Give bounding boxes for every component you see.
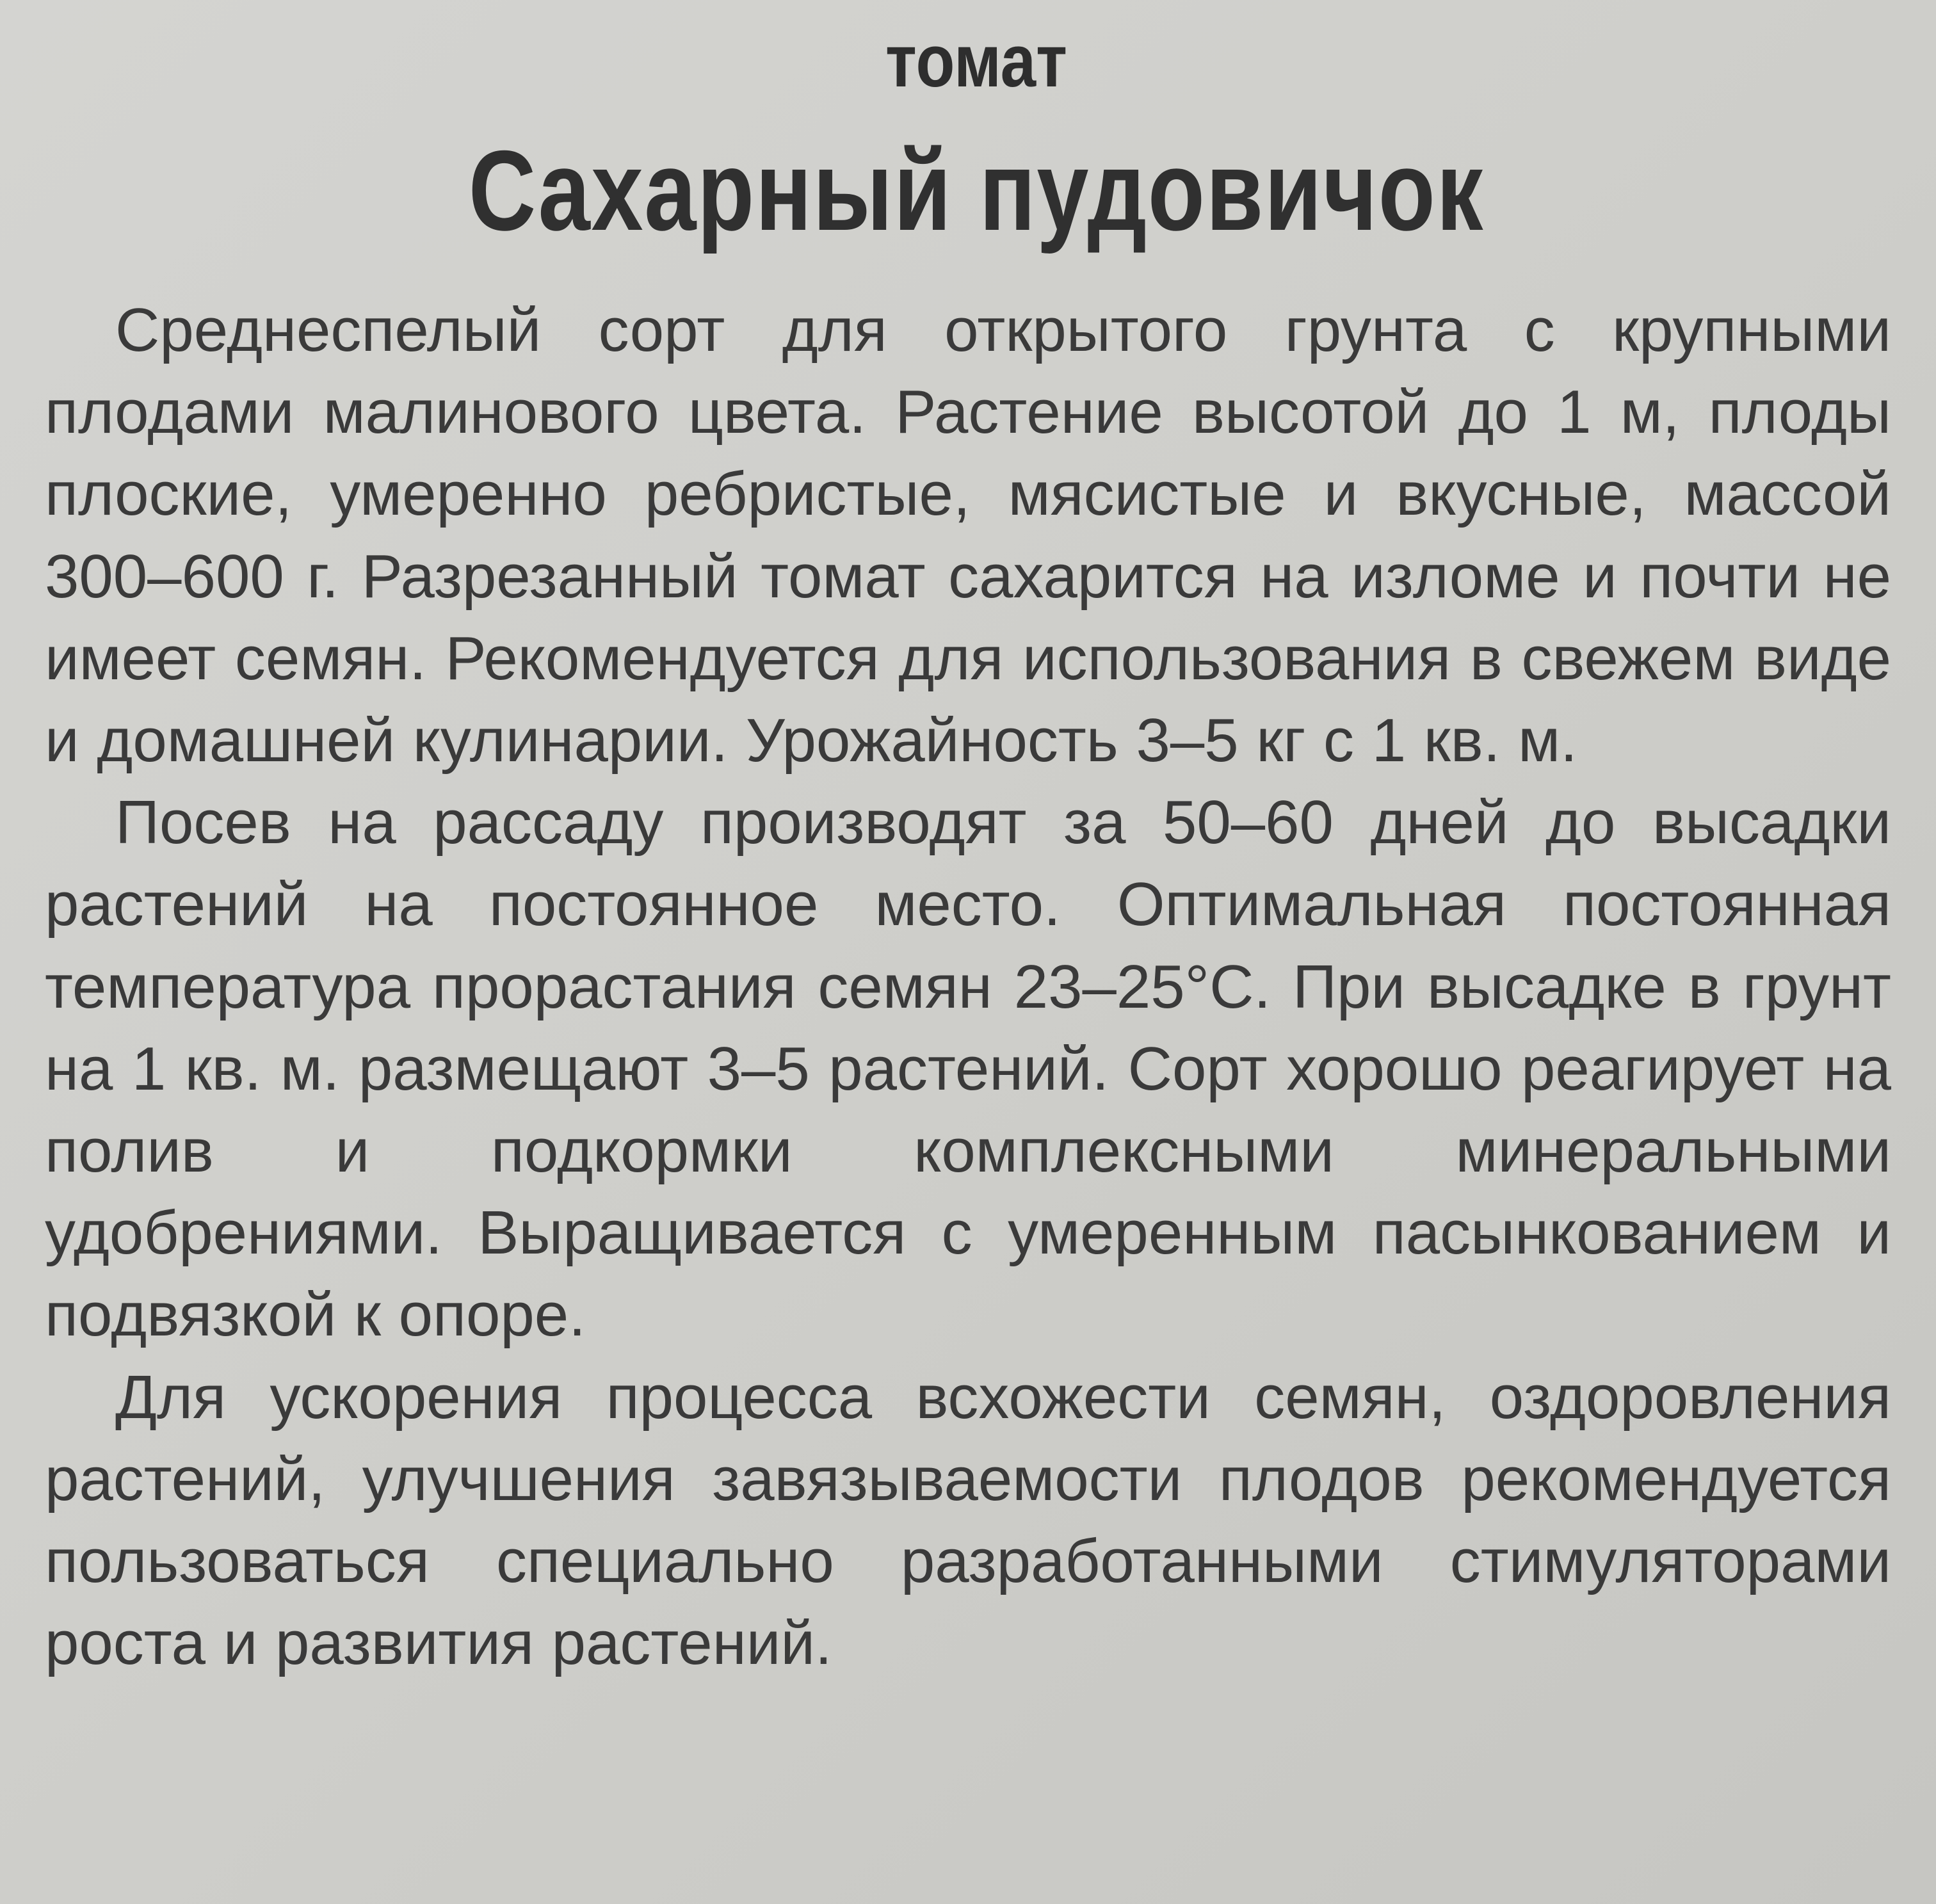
crop-category: томат: [885, 19, 1067, 102]
variety-title: Сахарный пудовичок: [468, 127, 1485, 254]
description-paragraph: Среднеспелый сорт для открытого грунта с крупными плодами малинового цвета. Растение высотой до 1 м, плоды плоские, умеренно ребристые, мясистые и вкусные, массой 300–600 г. Разрезанный томат сахарится на изломе и почти не имеет семян. Рекомендуется для использования в свежем виде и домашней кулинарии. Урожайность 3–5 кг с 1 кв. м.: [45, 296, 1891, 775]
recommendation-paragraph: Для ускорения процесса всхожести семян, оздоровления растений, улучшения завязываемости плодов рекомендуется пользоваться специально разработанными стимуляторами роста и развития растений.: [45, 1362, 1891, 1678]
sowing-paragraph: Посев на рассаду производят за 50–60 дней до высадки растений на постоянное место. Оптимальная постоянная температура прорастания семян 23–25°С. При высадке в грунт на 1 кв. м. размещают 3–5 растений. Сорт хорошо реагирует на полив и подкормки комплексными минеральными удобрениями. Выращивается с умеренным пасынкованием и подвязкой к опоре.: [45, 788, 1891, 1350]
description-text: [45, 289, 1891, 1684]
